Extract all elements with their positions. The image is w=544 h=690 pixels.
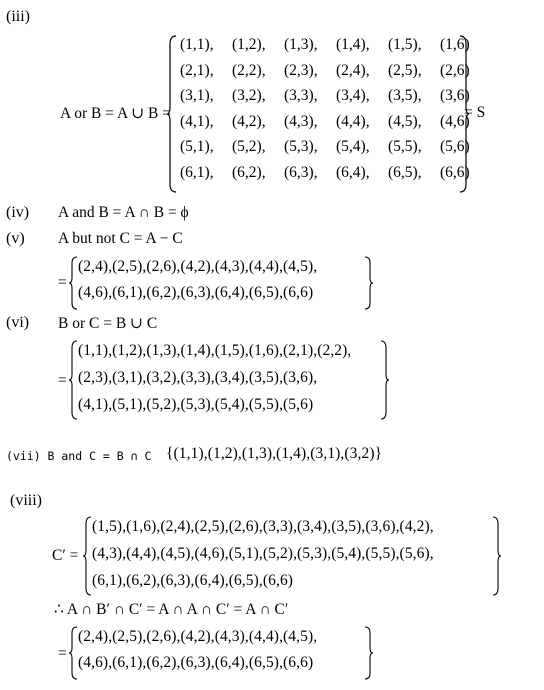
sample-point: (3,5),: [388, 87, 422, 104]
sample-point: (6,3),: [284, 163, 318, 181]
part-iii-lhs: A or B = A ∪ B =: [60, 105, 172, 122]
part-vi-left-brace: [68, 340, 78, 420]
part-viii-result-line-1: (2,4),(2,5),(2,6),(4,2),(4,3),(4,4),(4,5),: [78, 628, 318, 645]
sample-point: (2,3),: [284, 61, 318, 79]
part-vi-label: (vi): [6, 314, 30, 331]
sample-point: (2,2),: [232, 61, 266, 79]
sample-point: (4,6): [440, 112, 470, 130]
sample-point: (4,3),: [284, 112, 318, 130]
part-iii-sample-space-grid: [180, 36, 484, 189]
sample-point: (6,4),: [336, 163, 370, 181]
part-v-label: (v): [6, 230, 25, 247]
part-v-set-line-2: (4,6),(6,1),(6,2),(6,3),(6,4),(6,5),(6,6): [78, 284, 314, 301]
part-iii-left-brace: [166, 34, 178, 194]
sample-point: (6,6): [440, 163, 470, 181]
part-viii-lhs: C′ =: [52, 547, 79, 564]
part-iv-label: (iv): [6, 204, 30, 221]
sample-point: (1,1),: [180, 36, 214, 53]
sample-point: (5,6): [440, 138, 470, 155]
part-vi-statement: B or C = B ∪ C: [58, 315, 158, 332]
sample-point: (4,2),: [232, 112, 266, 130]
part-viii-left-brace: [82, 516, 92, 596]
sample-point: (4,1),: [180, 112, 214, 130]
part-vi-set-line-2: (2,3),(3,1),(3,2),(3,3),(3,4),(3,5),(3,6),: [78, 369, 318, 386]
part-v-statement: A but not C = A − C: [58, 230, 183, 247]
sample-point: (2,4),: [336, 61, 370, 79]
sample-point: (5,2),: [232, 138, 266, 155]
sample-point: (3,6): [440, 87, 470, 104]
sample-point: (5,3),: [284, 138, 318, 155]
sample-point: (3,1),: [180, 87, 214, 104]
sample-point: (4,5),: [388, 112, 422, 130]
sample-point: (6,5),: [388, 163, 422, 181]
sample-point: (2,6): [440, 61, 470, 79]
sample-point: (4,4),: [336, 112, 370, 130]
part-v-equals: =: [58, 274, 67, 291]
part-viii-cprime-line-1: (1,5),(1,6),(2,4),(2,5),(2,6),(3,3),(3,4),(3,5),(3,6),(4,2),: [92, 518, 434, 535]
sample-point: (1,2),: [232, 36, 266, 53]
part-v-left-brace: [68, 256, 78, 310]
part-viii-result-line-2: (4,6),(6,1),(6,2),(6,3),(6,4),(6,5),(6,6): [78, 654, 314, 671]
part-viii-cprime-line-2: (4,3),(4,4),(4,5),(4,6),(5,1),(5,2),(5,3),(5,4),(5,5),(5,6),: [92, 545, 434, 562]
part-iii-rhs: = S: [464, 104, 486, 121]
sample-point: (1,4),: [336, 36, 370, 53]
sample-point: (6,2),: [232, 163, 266, 181]
part-vi-equals: =: [58, 372, 67, 389]
part-iv-statement: A and B = A ∩ B = ϕ: [58, 204, 189, 221]
sample-point: (5,5),: [388, 138, 422, 155]
sample-point: (2,1),: [180, 61, 214, 79]
sample-point: (1,6): [440, 36, 470, 53]
sample-point: (1,3),: [284, 36, 318, 53]
sample-point: (1,5),: [388, 36, 422, 53]
part-v-right-brace: [364, 256, 374, 310]
part-vii-statement: (vii) B and C = B ∩ C: [6, 449, 152, 463]
part-viii-cprime-line-3: (6,1),(6,2),(6,3),(6,4),(6,5),(6,6): [92, 572, 294, 589]
part-vi-set-line-3: (4,1),(5,1),(5,2),(5,3),(5,4),(5,5),(5,6): [78, 396, 314, 413]
part-viii-result-right-brace: [364, 626, 374, 680]
part-viii-therefore: ∴ A ∩ B′ ∩ C′ = A ∩ A ∩ C′ = A ∩ C′: [54, 601, 289, 618]
part-viii-label: (viii): [10, 492, 42, 509]
part-viii-result-left-brace: [68, 626, 78, 680]
sample-point: (2,5),: [388, 61, 422, 79]
sample-point: (5,1),: [180, 138, 214, 155]
sample-point: (3,2),: [232, 87, 266, 104]
part-viii-right-brace: [492, 516, 502, 596]
part-vi-set-line-1: (1,1),(1,2),(1,3),(1,4),(1,5),(1,6),(2,1),(2,2),: [78, 342, 352, 359]
sample-point: (6,1),: [180, 163, 214, 181]
sample-point: (3,4),: [336, 87, 370, 104]
part-vii-set: {(1,1),(1,2),(1,3),(1,4),(3,1),(3,2)}: [166, 445, 383, 462]
sample-point: (5,4),: [336, 138, 370, 155]
part-v-set-line-1: (2,4),(2,5),(2,6),(4,2),(4,3),(4,4),(4,5),: [78, 258, 318, 275]
part-vi-right-brace: [380, 340, 390, 420]
sample-point: (3,3),: [284, 87, 318, 104]
part-iii-label: (iii): [6, 8, 30, 25]
part-viii-equals: =: [58, 645, 67, 662]
